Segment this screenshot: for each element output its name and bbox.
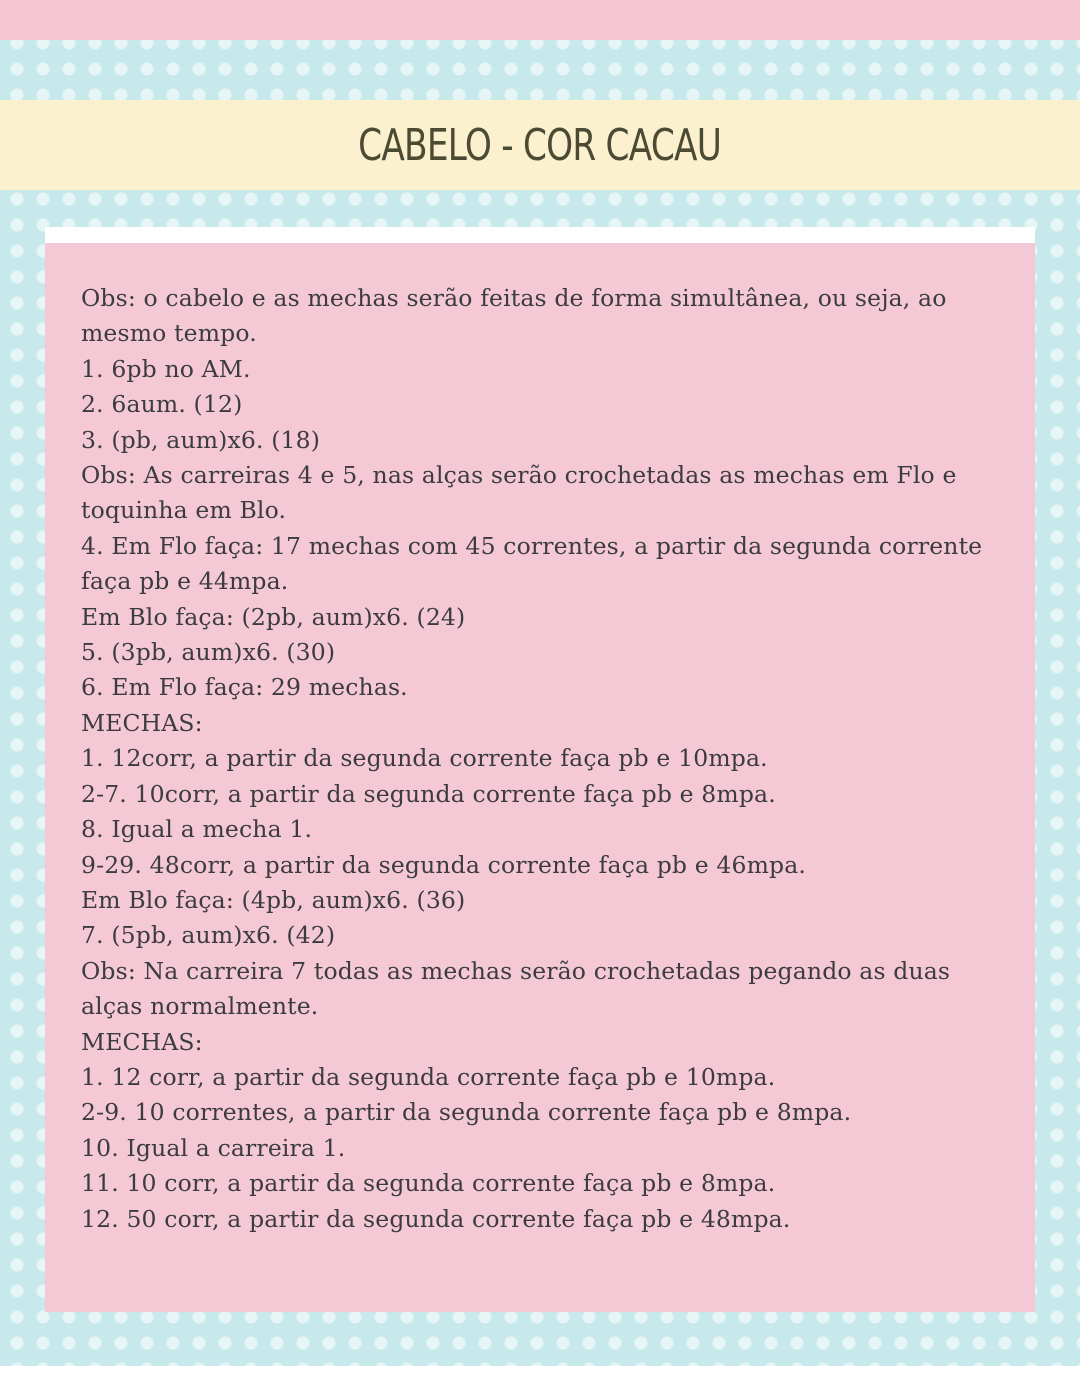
instruction-line: 12. 50 corr, a partir da segunda corrente faça pb e 48mpa.	[81, 1204, 791, 1233]
card-top-stripe	[45, 227, 1035, 243]
instruction-line: 8. Igual a mecha 1.	[81, 815, 313, 844]
page-title: CABELO - COR CACAU	[358, 119, 722, 171]
instruction-line: Obs: o cabelo e as mechas serão feitas de forma simultânea, ou seja, ao	[81, 284, 947, 312]
instruction-line: MECHAS:	[81, 1027, 203, 1056]
title-banner	[0, 100, 1080, 190]
top-pink-band	[0, 0, 1080, 40]
instruction-line: Obs: Na carreira 7 todas as mechas serão crochetadas pegando as duas	[81, 956, 951, 985]
instructions-card	[45, 243, 1035, 1312]
instruction-line: toquinha em Blo.	[81, 496, 287, 525]
instruction-line: MECHAS:	[81, 708, 203, 737]
instruction-line: 11. 10 corr, a partir da segunda corrente faça pb e 8mpa.	[81, 1169, 776, 1198]
instruction-line: Obs: As carreiras 4 e 5, nas alças serão crochetadas as mechas em Flo e	[81, 461, 957, 490]
instructions-list	[81, 281, 999, 1237]
instruction-line: 4. Em Flo faça: 17 mechas com 45 correntes, a partir da segunda corrente	[81, 531, 983, 560]
instruction-line: 10. Igual a carreira 1.	[81, 1133, 346, 1162]
instruction-line: faça pb e 44mpa.	[81, 567, 289, 596]
instruction-line: mesmo tempo.	[81, 319, 257, 348]
instruction-line: 1. 6pb no AM.	[81, 354, 251, 383]
instruction-line: 6. Em Flo faça: 29 mechas.	[81, 673, 408, 702]
instruction-line: 2-7. 10corr, a partir da segunda corrente faça pb e 8mpa.	[81, 779, 776, 808]
instruction-line: alças normalmente.	[81, 992, 319, 1021]
instruction-line: Em Blo faça: (2pb, aum)x6. (24)	[81, 602, 466, 631]
instruction-line: 1. 12 corr, a partir da segunda corrente faça pb e 10mpa.	[81, 1062, 776, 1091]
instruction-line: 1. 12corr, a partir da segunda corrente faça pb e 10mpa.	[81, 744, 768, 773]
instruction-line: 2. 6aum. (12)	[81, 390, 243, 419]
instruction-line: Em Blo faça: (4pb, aum)x6. (36)	[81, 885, 466, 914]
instruction-line: 9-29. 48corr, a partir da segunda corrente faça pb e 46mpa.	[81, 850, 807, 879]
bottom-white-band	[0, 1366, 1080, 1377]
instruction-line: 2-9. 10 correntes, a partir da segunda corrente faça pb e 8mpa.	[81, 1098, 852, 1127]
instruction-line: 5. (3pb, aum)x6. (30)	[81, 638, 336, 667]
instruction-line: 7. (5pb, aum)x6. (42)	[81, 921, 336, 950]
instruction-line: 3. (pb, aum)x6. (18)	[81, 425, 321, 454]
